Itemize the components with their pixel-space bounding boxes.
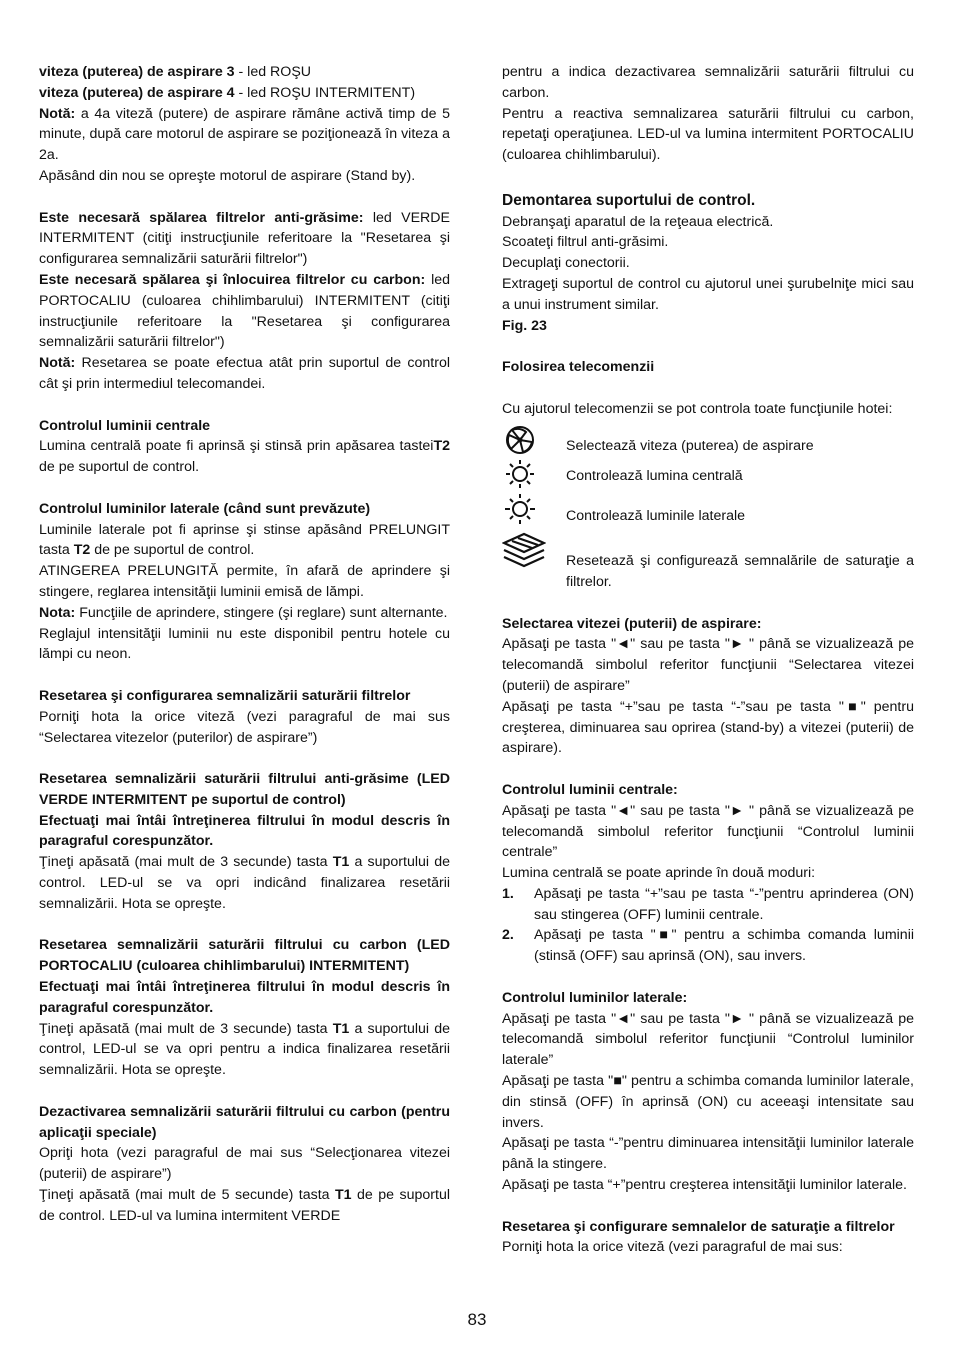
text: a suportului de control. LED-ul se va opri indicând finalizarea resetării semnalizării. Hota se opreşte. [39,854,450,912]
text: Lumina centrală poate fi aprinsă şi stinsă prin apăsarea tastei [39,438,434,455]
section-heading: Controlul luminilor laterale: [502,989,688,1006]
list-item [502,925,914,967]
paragraph: Opriţi hota (vezi paragraful de mai sus “Selecţionarea vitezei (puterii) de aspirare”) [39,1145,450,1183]
icon-label: Selectează viteza (puterea) de aspirare [566,437,814,454]
key-label: T1 [332,854,350,871]
left-column [39,62,450,1227]
fan-icon [502,424,566,454]
page-number: 83 [467,1310,487,1329]
paragraph [39,1019,450,1081]
section-subheading: Efectuaţi mai întâi întreţinerea filtrului în modul descris în paragraful corespunzător. [39,979,450,1016]
section-heading: Resetarea şi configurare semnalelor de saturaţie a filtrelor [502,1218,895,1235]
section-heading: Dezactivarea semnalizării saturării filtrului cu carbon (pentru aplicaţii speciale) [39,1103,450,1141]
section-subheading: Efectuaţi mai întâi întreţinerea filtrului în modul descris în paragraful corespunzător. [39,812,450,850]
section-heading: Controlul luminii centrale: [502,781,678,798]
note-label: Nota: [39,604,76,621]
text: led VERDE INTERMITENT (citiţi instrucţiunile referitoare la "Resetarea şi configurarea semnalizării saturării filtrelor") [39,209,450,268]
bold-text: viteza (puterea) de aspirare 3 [39,64,235,80]
right-column [502,62,914,1258]
paragraph: Apăsaţi pe tasta "◄" sau pe tasta "► " până se vizualizează pe telecomandă simbolul referitor funcţiunii “Controlul luminii centrale” [502,802,914,861]
paragraph: Debranşaţi aparatul de la reţeaua electrică. [502,213,774,230]
icon-label: Resetează şi configurează semnalările de saturaţie a filtrelor. [566,553,914,590]
text: - led ROŞU [234,64,312,80]
key-label: T1 [335,1187,352,1204]
section-heading: Folosirea telecomenzii [502,359,655,376]
text: Resetarea se poate efectua atât prin suportul de control cât şi prin intermediul telecomandei. [39,355,450,392]
paragraph: Apăsând din nou se opreşte motorul de aspirare (Stand by). [39,167,416,184]
list-number: 1. [502,885,514,902]
key-label: T1 [332,1020,350,1037]
note-label: Notă: [39,355,76,372]
paragraph [39,852,450,914]
icon-row [502,424,914,457]
text: de pe suportul de control. [39,459,200,476]
icon-label: Controlează lumina centrală [566,468,743,485]
note [39,603,450,624]
side-light-icon [502,492,566,522]
paragraph: Apăsaţi pe tasta "◄" sau pe tasta "► " până se vizualizează pe telecomandă simbolul referitor funcţiunii “Controlul luminilor laterale” [502,1010,914,1069]
paragraph: Cu ajutorul telecomenzii se pot controla toate funcţiunile hotei: [502,400,893,417]
text: Funcţiile de aprindere, stingere (şi reglare) sunt alternante. [75,604,448,621]
paragraph [39,436,450,478]
filter-icon [502,531,566,575]
paragraph: Porniţi hota la orice viteză (vezi paragraful de mai sus “Selectarea vitezelor (puterilor) de aspirare”) [39,708,450,746]
note-label: Notă: [39,105,76,122]
icon-row [502,458,914,488]
paragraph [39,208,450,270]
paragraph [39,520,450,562]
bold-text: Este necesară spălarea şi înlocuirea filtrelor cu carbon: [39,271,426,288]
central-light-icon [502,458,566,488]
paragraph: pentru a indica dezactivarea semnalizării saturării filtrului cu carbon. [502,64,914,101]
icon-row [502,492,914,527]
list-number: 2. [502,927,514,944]
text: Ţineţi apăsată (mai mult de 3 secunde) tasta [39,854,333,871]
paragraph: Decuplaţi conectorii. [502,255,630,272]
icon-row [502,531,914,593]
text: - led ROŞU INTERMITENT) [234,84,416,101]
key-label: T2 [73,542,91,559]
section-heading: Controlul luminii centrale [39,417,211,434]
list-text: Apăsaţi pe tasta "■" pentru a schimba comanda luminii (stinsă (OFF) sau aprinsă (ON), sau invers. [534,927,914,965]
note [39,104,450,166]
paragraph: Apăsaţi pe tasta "◄" sau pe tasta "► " până se vizualizează pe telecomandă simbolul referitor funcţiunii “Selectarea vitezei (puterii) de aspirare” [502,636,914,694]
paragraph [39,62,450,83]
paragraph: Scoateţi filtrul anti-grăsimi. [502,234,669,251]
figure-ref: Fig. 23 [502,317,547,334]
paragraph: Porniţi hota la orice viteză (vezi paragraful de mai sus: [502,1239,843,1256]
list-item [502,884,914,926]
key-label: T2 [433,438,450,455]
text: Ţineţi apăsată (mai mult de 3 secunde) tasta [39,1020,333,1037]
text: a suportului de control, LED-ul se va opri pentru a indica finalizarea resetării semnalizării. Hota se opreşte. [39,1020,450,1079]
text: a 4a viteză (putere) de aspirare rămâne activă timp de 5 minute, după care motorul de aspirare se poziţionează în viteza a 2a. [39,105,450,164]
section-heading: Controlul luminilor laterale (când sunt prevăzute) [39,500,371,517]
paragraph: Apăsaţi pe tasta “-”pentru diminuarea intensităţii luminilor laterale până la stingere. [502,1135,914,1173]
paragraph: Apăsaţi pe tasta “+”pentru creşterea intensităţii luminilor laterale. [502,1177,907,1194]
paragraph [39,1185,450,1227]
paragraph [39,83,450,104]
text: de pe suportul de control. [90,542,255,559]
section-heading: Selectarea vitezei (puterii) de aspirare: [502,615,762,632]
text: led PORTOCALIU (culoarea chihlimbarului) INTERMITENT (citiţi instrucţiunile referitoare la "Resetarea şi configurarea semnalizării saturării filtrelor") [39,271,451,351]
list-text: Apăsaţi pe tasta “+”sau pe tasta “-”pentru aprinderea (ON) sau stingerea (OFF) luminii centrale. [534,885,914,923]
paragraph: Pentru a reactiva semnalizarea saturării filtrului cu carbon, repetaţi operaţiunea. LED-ul va lumina intermitent PORTOCALIU (culoarea chihlimbarului). [502,105,914,164]
section-heading: Resetarea şi configurarea semnalizării saturării filtrelor [39,687,411,704]
text: de pe suportul de control. LED-ul va lumina intermitent VERDE [39,1187,450,1224]
paragraph: Extrageţi suportul de control cu ajutorul unei şurubelniţe mici sau a unui instrument similar. [502,275,914,313]
paragraph: Apăsaţi pe tasta “+”sau pe tasta “-”sau pe tasta "■" pentru creşterea, diminuarea sau oprirea (stand-by) a vitezei (puterii) de aspirare). [502,698,914,757]
paragraph: ATINGEREA PRELUNGITĂ permite, în afară de aprindere şi stingere, reglarea intensităţii luminii emisă de lămpi. [39,563,450,600]
section-heading: Resetarea semnalizării saturării filtrului cu carbon (LED PORTOCALIU (culoarea chihlimbarului) INTERMITENT) [39,937,450,975]
text: Luminile laterale pot fi aprinse şi stinse apăsând PRELUNGIT tasta [39,521,450,559]
paragraph [39,270,450,353]
note [39,353,450,395]
paragraph: Apăsaţi pe tasta "■" pentru a schimba comanda luminilor laterale, din stinsă (OFF) în aprinsă (ON) cu aceeaşi intensitate sau invers. [502,1073,914,1131]
text: Ţineţi apăsată (mai mult de 5 secunde) tasta [39,1187,336,1204]
bold-text: viteza (puterea) de aspirare 4 [39,84,235,101]
section-heading: Demontarea suportului de control. [502,191,756,209]
section-heading: Resetarea semnalizării saturării filtrului anti-grăsime (LED VERDE INTERMITENT pe suportul de control) [39,771,450,808]
bold-text: Este necesară spălarea filtrelor anti-grăsime: [39,209,364,226]
icon-label: Controlează luminile laterale [566,508,746,525]
paragraph: Reglajul intensităţii luminii nu este disponibil pentru hotele cu lămpi cu neon. [39,625,450,663]
paragraph: Lumina centrală se poate aprinde în două moduri: [502,865,816,882]
